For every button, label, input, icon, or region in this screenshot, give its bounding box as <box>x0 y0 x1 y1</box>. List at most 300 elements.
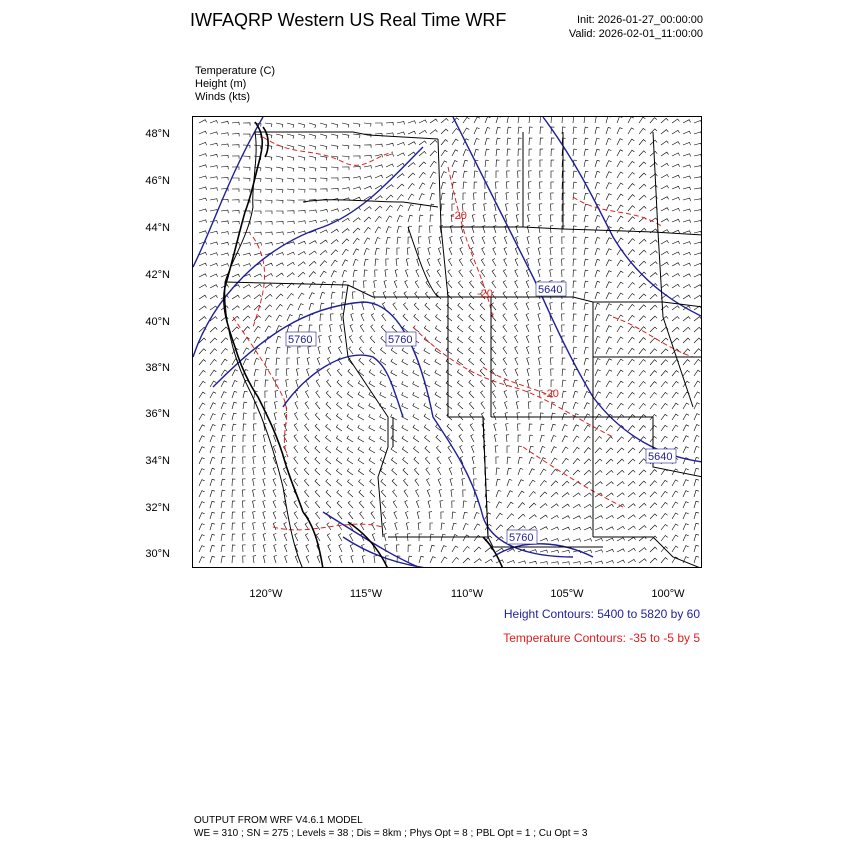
wind-barb <box>562 391 566 398</box>
wind-barb <box>425 457 430 464</box>
wind-barb <box>254 295 261 299</box>
wind-barb <box>562 248 565 255</box>
wind-barb <box>336 447 342 454</box>
wind-barb <box>538 302 541 310</box>
wind-barb <box>628 437 635 442</box>
wind-barb <box>539 204 542 211</box>
wind-barb <box>232 435 236 442</box>
wind-barb <box>584 303 588 310</box>
wind-barb <box>650 118 657 123</box>
wind-barb <box>526 335 529 343</box>
wind-barb <box>276 134 283 139</box>
wind-barb <box>469 347 474 354</box>
wind-barb <box>446 381 452 387</box>
wind-barb <box>595 470 602 475</box>
wind-barb <box>529 515 536 519</box>
wind-barb <box>672 230 680 233</box>
wind-barb <box>369 381 375 387</box>
wind-barb <box>694 155 702 158</box>
wind-barb <box>461 467 464 475</box>
wind-barb <box>460 445 463 453</box>
wind-barb <box>429 237 432 244</box>
wind-barb <box>199 154 207 157</box>
wind-barb <box>331 167 338 171</box>
wind-barb <box>243 359 249 365</box>
wind-barb <box>463 117 470 123</box>
wind-barb <box>683 142 691 145</box>
wind-barb <box>414 457 419 464</box>
wind-barb <box>528 391 531 398</box>
wind-barb <box>393 490 397 497</box>
wind-barb <box>617 238 623 244</box>
wind-barb <box>595 504 603 508</box>
wind-barb <box>463 150 468 157</box>
wind-barb <box>540 446 545 453</box>
wind-barb <box>584 539 592 542</box>
wind-barb <box>408 237 411 244</box>
wind-barb <box>617 470 624 475</box>
wind-barb <box>496 138 500 145</box>
wind-barb <box>694 490 699 497</box>
wind-barb <box>326 479 331 486</box>
wind-barb <box>441 161 447 167</box>
wind-barb <box>683 360 690 365</box>
wind-barb <box>221 177 228 180</box>
wind-barb <box>263 533 266 541</box>
wind-barb <box>370 347 375 354</box>
wind-barb <box>386 122 393 125</box>
wind-barb <box>493 412 496 420</box>
wind-barb <box>516 215 519 223</box>
wind-barb <box>562 481 569 486</box>
wind-barb <box>210 457 215 464</box>
wind-barb <box>210 523 215 530</box>
wind-barb <box>336 468 342 475</box>
wind-barb <box>287 123 294 128</box>
wind-barb <box>573 248 577 255</box>
wind-barb <box>628 217 635 222</box>
wind-barb <box>243 264 251 267</box>
wind-barb <box>538 248 541 256</box>
wind-barb <box>485 149 489 156</box>
wind-barb <box>496 160 499 167</box>
wind-barb <box>265 369 269 376</box>
wind-barb <box>628 173 635 179</box>
wind-barb <box>683 327 690 332</box>
wind-barb <box>694 414 700 420</box>
wind-barb <box>276 167 283 171</box>
wind-barb <box>441 182 446 189</box>
wind-barb <box>199 198 207 201</box>
wind-barb <box>404 292 408 300</box>
wind-barb <box>650 327 657 332</box>
wind-barb <box>404 303 409 310</box>
wind-barb <box>551 204 554 211</box>
wind-barb <box>430 204 434 211</box>
wind-barb <box>440 501 443 508</box>
wind-barb <box>326 468 331 475</box>
wind-barb <box>485 559 493 563</box>
wind-barb <box>606 493 613 497</box>
wind-barb <box>243 295 251 299</box>
wind-barb <box>469 303 474 310</box>
wind-barb <box>694 327 701 332</box>
wind-barb <box>452 150 458 156</box>
wind-barb <box>350 544 353 552</box>
wind-barb <box>527 236 530 244</box>
wind-barb <box>472 215 475 223</box>
wind-barb <box>273 478 276 486</box>
wind-barb <box>353 187 361 190</box>
wind-barb <box>210 425 216 432</box>
wind-barb <box>386 259 389 266</box>
wind-barb <box>353 177 361 180</box>
wind-barb <box>263 489 266 497</box>
wind-barb <box>342 292 345 299</box>
wind-barb <box>672 317 679 322</box>
wind-barb <box>320 156 327 160</box>
wind-barb <box>485 127 490 134</box>
wind-barb <box>276 358 280 365</box>
wind-barb <box>232 133 239 136</box>
wind-barb <box>480 325 485 332</box>
wind-barb <box>450 478 453 486</box>
wind-barb <box>617 549 625 552</box>
wind-barb <box>254 145 261 149</box>
wind-barb <box>606 459 613 464</box>
wind-barb <box>232 189 239 192</box>
wind-barb <box>639 514 646 519</box>
wind-barb <box>199 231 207 234</box>
wind-barb <box>394 511 397 519</box>
wind-barb <box>210 199 217 202</box>
wind-barb <box>364 217 371 222</box>
wind-barb <box>452 171 457 178</box>
wind-barb <box>469 380 474 387</box>
wind-barb <box>584 117 588 123</box>
wind-barb <box>458 292 463 299</box>
wind-barb <box>584 504 592 508</box>
wind-barb <box>463 512 468 519</box>
wind-barb <box>276 242 284 245</box>
wind-barb <box>284 533 287 541</box>
wind-barb <box>683 209 691 212</box>
wind-barb <box>287 189 294 193</box>
wind-barb <box>617 337 623 343</box>
wind-barb <box>408 163 415 168</box>
wind-barb <box>606 426 613 432</box>
wind-barb <box>265 347 270 354</box>
wind-barb <box>199 414 205 420</box>
wind-barb <box>474 149 479 156</box>
wind-barb <box>276 156 283 161</box>
wind-barb <box>441 204 445 211</box>
wind-barb <box>253 446 256 453</box>
wind-barb <box>496 468 500 475</box>
wind-barb <box>298 123 305 128</box>
wind-barb <box>492 369 496 376</box>
wind-barb <box>540 527 548 530</box>
wind-barb <box>397 122 405 125</box>
wind-barb <box>617 282 623 288</box>
wind-barb <box>562 314 565 321</box>
wind-barb <box>639 526 646 531</box>
wind-barb <box>507 457 511 464</box>
wind-barb <box>470 259 474 267</box>
wind-barb <box>606 138 611 145</box>
wind-barb <box>320 250 327 255</box>
wind-barb <box>199 295 207 299</box>
wind-barb <box>210 479 215 486</box>
wind-barb <box>210 403 216 409</box>
wind-barb <box>639 294 646 299</box>
wind-barb <box>550 347 553 354</box>
wind-barb <box>221 264 229 267</box>
wind-barb <box>418 237 421 244</box>
wind-barb <box>639 459 646 464</box>
wind-barb <box>628 515 635 519</box>
wind-barb <box>263 456 266 464</box>
wind-barb <box>441 546 447 552</box>
wind-barb <box>628 206 635 211</box>
wind-barb <box>595 303 600 310</box>
wind-barb <box>294 501 298 509</box>
wind-barb <box>694 479 699 486</box>
wind-barb <box>320 178 327 181</box>
wind-barb <box>463 535 469 541</box>
wind-barb <box>375 175 383 178</box>
wind-barb <box>672 491 678 497</box>
wind-barb <box>573 369 577 376</box>
wind-barb <box>342 134 349 138</box>
wind-barb <box>463 171 467 178</box>
wind-barb <box>221 479 225 486</box>
wind-barb <box>463 193 466 200</box>
wind-barb <box>337 479 342 486</box>
wind-barb <box>650 360 657 365</box>
lat-label: 42°N <box>145 269 170 281</box>
lon-label: 110°W <box>450 588 484 600</box>
wind-barb <box>683 220 691 223</box>
wind-barb <box>595 336 600 343</box>
wind-barb <box>430 226 433 233</box>
wind-barb <box>584 160 588 167</box>
wind-barb <box>396 545 399 552</box>
wind-barb <box>683 403 689 409</box>
wind-barb <box>395 522 398 530</box>
wind-barb <box>661 414 668 420</box>
wind-barb <box>584 527 592 530</box>
wind-barb <box>221 490 225 497</box>
wind-barb <box>331 271 337 277</box>
wind-barb <box>437 457 441 464</box>
wind-barb <box>320 123 327 128</box>
wind-barb <box>606 249 612 255</box>
wind-barb <box>595 561 603 564</box>
wind-barb <box>372 533 375 541</box>
wind-barb <box>562 193 565 200</box>
wind-barb <box>253 468 256 475</box>
wind-barb <box>413 436 419 443</box>
wind-barb <box>584 470 591 475</box>
wind-barb <box>463 558 470 563</box>
wind-barb <box>405 500 408 508</box>
wind-barb <box>496 171 499 178</box>
wind-barb <box>397 226 402 233</box>
wind-barb <box>449 258 453 266</box>
wind-barb <box>515 324 519 332</box>
wind-barb <box>210 501 215 508</box>
wind-barb <box>360 512 364 519</box>
wind-barb <box>503 358 507 366</box>
wind-barb <box>309 272 316 277</box>
wind-barb <box>672 274 680 278</box>
wind-barb <box>474 138 479 145</box>
wind-barb <box>507 138 511 145</box>
wind-barb <box>617 459 624 464</box>
wind-barb <box>617 482 624 487</box>
wind-barb <box>298 134 305 139</box>
wind-barb <box>221 512 225 519</box>
wind-barb <box>661 241 669 245</box>
wind-barb <box>550 237 553 244</box>
wind-barb <box>639 503 646 508</box>
wind-barb <box>694 403 700 409</box>
wind-barb <box>403 314 408 321</box>
wind-barb <box>286 369 289 376</box>
wind-barb <box>595 171 600 178</box>
wind-barb <box>661 436 668 442</box>
wind-barb <box>452 535 457 542</box>
wind-barb <box>369 403 375 409</box>
wind-barb <box>628 493 635 498</box>
wind-barb <box>452 546 458 552</box>
wind-barb <box>584 358 589 365</box>
wind-barb <box>392 468 397 475</box>
wind-barb <box>298 189 305 193</box>
wind-barb <box>469 292 474 299</box>
wind-barb <box>351 313 354 321</box>
wind-barb <box>358 392 364 398</box>
wind-barb <box>496 457 499 464</box>
wind-barb <box>584 292 588 299</box>
wind-barb <box>427 269 431 277</box>
wind-barb <box>551 550 559 553</box>
wind-barb <box>639 371 646 377</box>
wind-barb <box>381 490 386 497</box>
wind-barb <box>370 490 375 497</box>
wind-barb <box>413 370 419 376</box>
wind-barb <box>199 370 206 376</box>
wind-barb <box>199 436 205 442</box>
lat-label: 40°N <box>145 316 170 328</box>
wind-barb <box>595 182 600 189</box>
wind-barb <box>672 175 680 178</box>
wind-barb <box>287 167 294 171</box>
wind-barb <box>221 133 228 136</box>
wind-barb <box>562 380 566 387</box>
wind-barb <box>381 347 387 354</box>
wind-barb <box>439 489 442 497</box>
wind-barb <box>407 248 410 255</box>
wind-barb <box>338 512 343 519</box>
wind-barb <box>221 556 225 563</box>
wind-barb <box>606 271 612 277</box>
wind-barb <box>254 284 262 288</box>
wind-barb <box>503 281 507 289</box>
wind-barb <box>672 142 680 145</box>
wind-barb <box>540 469 546 475</box>
wind-barb <box>276 336 281 343</box>
wind-barb <box>305 402 309 410</box>
wind-barb <box>381 468 387 475</box>
wind-barb <box>254 200 261 203</box>
wind-barb <box>307 358 310 366</box>
wind-barb <box>369 468 375 475</box>
wind-barb <box>402 403 408 409</box>
temperature-label: -20 <box>477 288 493 300</box>
wind-barb <box>540 138 543 145</box>
wind-barb <box>320 167 327 171</box>
wind-barb <box>518 480 524 486</box>
wind-barb <box>221 468 225 475</box>
wind-barb <box>347 391 353 398</box>
wind-barb <box>550 303 553 310</box>
wind-barb <box>305 533 309 541</box>
wind-barb <box>628 559 636 563</box>
wind-barb <box>308 347 311 354</box>
wind-barb <box>294 435 298 443</box>
height-contour-legend: Height Contours: 5400 to 5820 by 60 <box>503 607 700 621</box>
wind-barb <box>276 284 283 289</box>
wind-barb <box>672 186 680 189</box>
wind-barb <box>683 120 691 123</box>
wind-barb <box>276 315 282 321</box>
wind-barb <box>507 117 512 123</box>
wind-barb <box>462 479 465 486</box>
wind-barb <box>540 538 548 541</box>
wind-barb <box>416 489 419 497</box>
wind-barb <box>305 424 309 431</box>
wind-barb <box>694 436 699 443</box>
wind-barb <box>451 490 454 497</box>
wind-barb <box>482 236 485 244</box>
wind-barb <box>617 139 623 145</box>
wind-barb <box>661 186 669 189</box>
wind-barb <box>694 545 699 552</box>
wind-barb <box>551 369 554 376</box>
wind-barb <box>242 490 245 497</box>
wind-barb <box>276 232 283 235</box>
wind-barb <box>550 358 553 365</box>
wind-barb <box>517 193 520 200</box>
wind-barb <box>595 193 600 200</box>
wind-barb <box>447 424 452 431</box>
wind-barb <box>540 458 546 464</box>
wind-barb <box>672 284 680 288</box>
wind-barb <box>504 258 507 266</box>
wind-barb <box>425 435 431 442</box>
wind-barb <box>380 425 386 431</box>
wind-barb <box>221 359 227 365</box>
wind-barb <box>298 145 305 150</box>
wind-barb <box>562 504 570 508</box>
wind-barb <box>528 193 531 200</box>
wind-barb <box>210 154 218 157</box>
wind-barb <box>287 156 294 161</box>
wind-barb <box>199 491 205 497</box>
wind-barb <box>243 167 250 171</box>
